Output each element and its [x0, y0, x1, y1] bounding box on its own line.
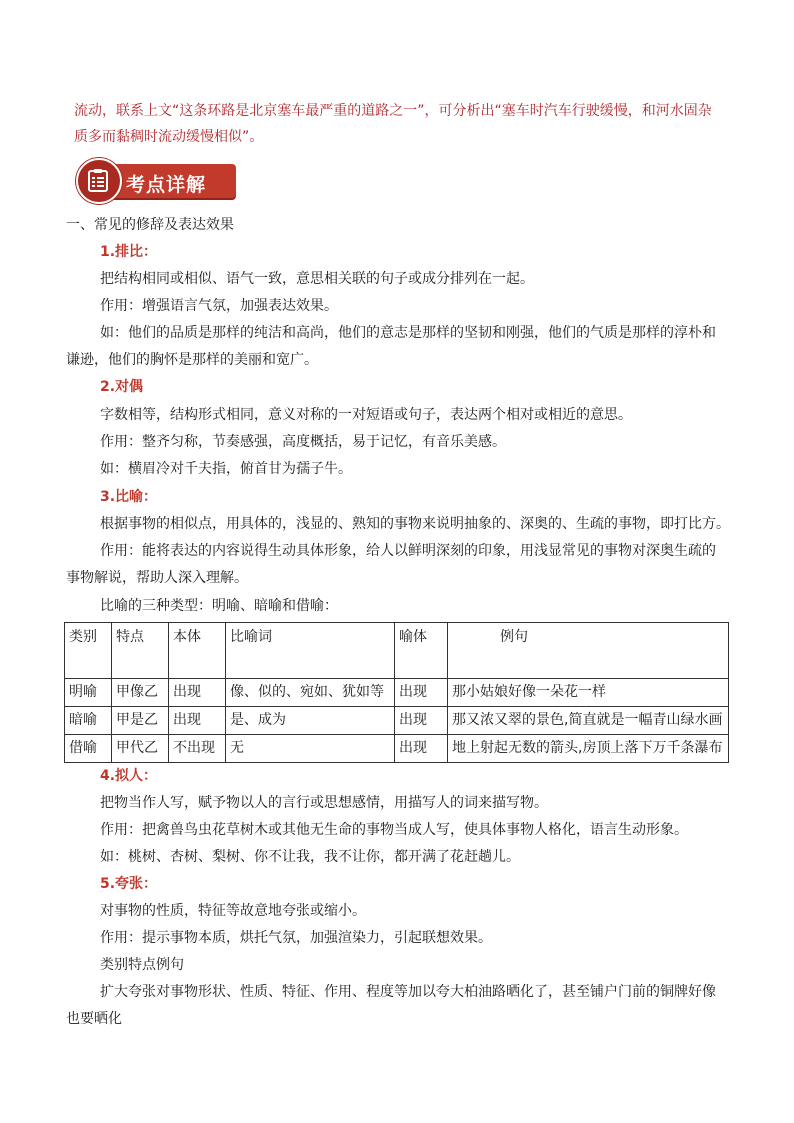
parallelism-definition: 把结构相同或相似、语气一致，意思相关联的句子或成分排列在一起。: [100, 271, 534, 287]
table-cell: 像、似的、宛如、犹如等: [226, 679, 395, 707]
table-row: [65, 707, 729, 735]
table-header-cell: 例句: [448, 623, 729, 679]
metaphor-types: 比喻的三种类型：明喻、暗喻和借喻：: [100, 598, 338, 614]
parallelism-example-cont: 谦逊，他们的胸怀是那样的美丽和宽广。: [66, 352, 318, 368]
hyperbole-example: 扩大夸张对事物形状、性质、特征、作用、程度等加以夸大柏油路晒化了，甚至铺户门前的铜牌好像: [100, 984, 716, 1000]
table-cell: 出现: [169, 679, 226, 707]
table-cell: 那又浓又翠的景色,简直就是一幅青山绿水画: [448, 707, 729, 735]
table-cell: 不出现: [169, 735, 226, 763]
table-cell: 是、成为: [226, 707, 395, 735]
table-header-cell: 类别: [65, 623, 112, 679]
clipboard-list-icon: [87, 168, 109, 192]
table-cell: 甲像乙: [112, 679, 169, 707]
antithesis-effect: 作用：整齐匀称，节奏感强，高度概括，易于记忆，有音乐美感。: [100, 434, 506, 450]
table-cell: 无: [226, 735, 395, 763]
table-row: [65, 735, 729, 763]
heading-personification: 4.拟人：: [100, 768, 158, 784]
table-header-cell: 特点: [112, 623, 169, 679]
section-banner: [76, 158, 236, 202]
table-cell: 甲代乙: [112, 735, 169, 763]
personification-effect: 作用：把禽兽鸟虫花草树木或其他无生命的事物当成人写，使具体事物人格化，语言生动形象。: [100, 822, 688, 838]
table-cell: 甲是乙: [112, 707, 169, 735]
hyperbole-definition: 对事物的性质，特征等故意地夸张或缩小。: [100, 903, 366, 919]
metaphor-definition: 根据事物的相似点，用具体的，浅显的、熟知的事物来说明抽象的、深奥的、生疏的事物，即打比方。: [100, 516, 730, 532]
parallelism-example: 如：他们的品质是那样的纯洁和高尚，他们的意志是那样的坚韧和刚强，他们的气质是那样的淳朴和: [100, 325, 716, 341]
intro-paragraph: 流动，联系上文“这条环路是北京塞车最严重的道路之一”，可分析出“塞车时汽车行驶缓慢，和河水固杂质多而黏稠时流动缓慢相似”。: [74, 103, 712, 145]
personification-definition: 把物当作人写，赋予物以人的言行或思想感情，用描写人的词来描写物。: [100, 795, 548, 811]
banner-title: 考点详解: [126, 174, 207, 196]
heading-parallelism: 1.排比：: [100, 244, 158, 260]
metaphor-effect-cont: 事物解说，帮助人深入理解。: [66, 570, 248, 586]
table-cell: 出现: [395, 735, 448, 763]
table-header-cell: 喻体: [395, 623, 448, 679]
table-cell: 借喻: [65, 735, 112, 763]
banner-badge: [76, 158, 122, 204]
table-cell: 出现: [395, 679, 448, 707]
table-cell: 暗喻: [65, 707, 112, 735]
table-header-row: [65, 623, 729, 679]
metaphor-effect: 作用：能将表达的内容说得生动具体形象，给人以鲜明深刻的印象，用浅显常见的事物对深奥生疏的: [100, 543, 716, 559]
heading-metaphor: 3.比喻：: [100, 489, 158, 505]
antithesis-definition: 字数相等，结构形式相同，意义对称的一对短语或句子，表达两个相对或相近的意思。: [100, 407, 632, 423]
table-cell: 地上射起无数的箭头,房顶上落下万千条瀑布: [448, 735, 729, 763]
section-title: 一、常见的修辞及表达效果: [66, 217, 234, 233]
table-header-cell: 本体: [169, 623, 226, 679]
table-header-cell: 比喻词: [226, 623, 395, 679]
table-row: [65, 679, 729, 707]
personification-example: 如：桃树、杏树、梨树、你不让我，我不让你，都开满了花赶趟儿。: [100, 849, 520, 865]
table-cell: 明喻: [65, 679, 112, 707]
hyperbole-effect: 作用：提示事物本质，烘托气氛，加强渲染力，引起联想效果。: [100, 930, 492, 946]
antithesis-example: 如：横眉冷对千夫指，俯首甘为孺子牛。: [100, 461, 352, 477]
table-cell: 出现: [395, 707, 448, 735]
parallelism-effect: 作用：增强语言气氛，加强表达效果。: [100, 298, 338, 314]
hyperbole-example-cont: 也要晒化: [66, 1011, 122, 1027]
heading-hyperbole: 5.夸张：: [100, 876, 158, 892]
table-cell: 出现: [169, 707, 226, 735]
table-cell: 那小姑娘好像一朵花一样: [448, 679, 729, 707]
heading-antithesis: 2.对偶: [100, 379, 144, 395]
metaphor-types-table: [64, 622, 729, 763]
hyperbole-types: 类别特点例句: [100, 957, 184, 973]
